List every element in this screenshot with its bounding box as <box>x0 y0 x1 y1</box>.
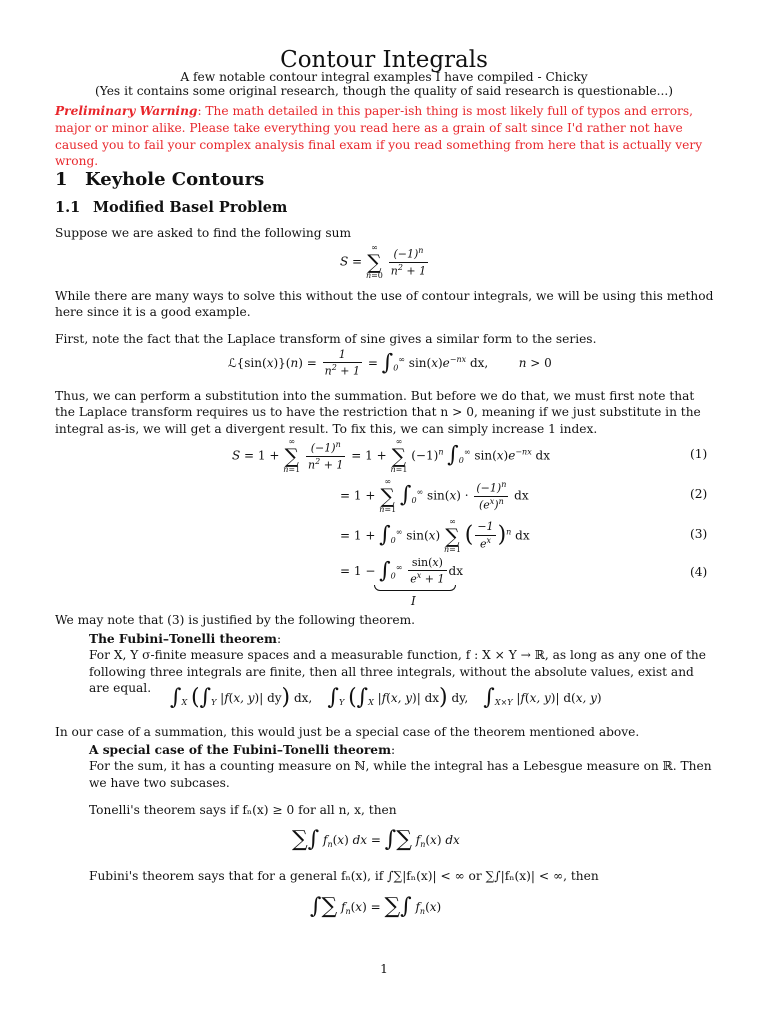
equation-number-3: (3) <box>690 527 708 541</box>
theorem-special-case: A special case of the Fubini–Tonelli theorem: For the sum, it has a counting measure on ℕ, while the integral has a Lebesgue measure on ℝ. Then we have two subcases. <box>89 743 712 790</box>
warning-paragraph <box>55 103 715 170</box>
section-number: 1 <box>55 169 68 190</box>
paragraph-fubini: Fubini's theorem says that for a general fₙ(x), if ∫∑|fₙ(x)| < ∞ or ∑∫|fₙ(x)| < ∞, then <box>89 869 599 883</box>
equation-line-2: = 1 + ∞ ∑ n=1 $\int_0^\infty$ sin(x) · $\frac{(-1)^n}{(e^x)^n}$ dx <box>340 477 529 514</box>
equation-line-3: = $1 + \int_0^\infty$ sin(x) ∞ ∑ n=1 ( $\frac{-1}{e^x}$ )$^n$ dx <box>340 517 530 554</box>
equation-number-4: (4) <box>690 565 708 579</box>
section-title: Keyhole Contours <box>85 169 265 190</box>
equation-sum-definition: S = ∞ ∑ n=0 $\frac{(-1)^n}{n^2 + 1}$ <box>340 243 427 280</box>
equation-line-1: S = 1 + ∞ ∑ n=1 $\frac{(-1)^n}{n^2 + 1}$ = 1 + ∞ ∑ n=1 $(-1)^n$ $\int_0^\infty$ $\sin(x)e^{-nx}$ dx <box>232 437 550 474</box>
paragraph-tonelli: Tonelli's theorem says if fₙ(x) ≥ 0 for all n, x, then <box>89 803 397 817</box>
subsection-title: Modified Basel Problem <box>93 199 288 216</box>
paragraph-substitution: Thus, we can perform a substitution into the summation. But before we do that, we must first note that the Laplace transform requires us to have the restriction that n > 0, meaning if we just substitute in the integral as-is, we will get a divergent result. To fix this, we can simply increase 1 index. <box>55 389 701 436</box>
theorem-special-title: A special case of the Fubini–Tonelli theorem <box>89 743 391 757</box>
theorem-special-text: For the sum, it has a counting measure on ℕ, while the integral has a Lebesgue measure on ℝ. Then we have two subcases. <box>89 759 712 790</box>
equation-line-4: = $1 - \int_0^\infty$ $\frac{\sin(x)}{e^x + 1}$ dx <box>340 556 463 586</box>
paragraph-method: While there are many ways to solve this without the use of contour integrals, we will be using this method here since it is a good example. <box>55 289 714 320</box>
subtitle-note: (Yes it contains some original research, though the quality of said research is questionable...) <box>94 84 673 98</box>
page-title: Contour Integrals <box>280 47 488 73</box>
theorem-fubini-tonelli: The Fubini–Tonelli theorem: For X, Y σ-finite measure spaces and a measurable function, f : X × Y → ℝ, as long as any one of the following three integrals are finite, then all three integrals, without the absolute values, exist and are equal. <box>89 632 706 696</box>
section-heading <box>55 168 264 191</box>
theorem-title: The Fubini–Tonelli theorem <box>89 632 277 646</box>
warning-text: : The math detailed in this paper-ish thing is most likely full of typos and errors, major or minor alike. Please take everything you read here as a grain of salt since I'd rather not have caused you to fail your complex analysis final exam if you read something from here that is actually very wrong. <box>55 104 703 169</box>
equation-number-2: (2) <box>690 487 708 501</box>
subtitle-author: A few notable contour integral examples I have compiled - Chicky <box>180 70 588 84</box>
subsection-number: 1.1 <box>55 199 81 216</box>
page-number: 1 <box>380 962 388 976</box>
equation-tonelli: ∑∫ $f_n(x)$ dx = ∫∑ $f_n(x)$ dx <box>292 827 460 852</box>
subsection-heading <box>55 199 287 218</box>
paragraph-special-case: In our case of a summation, this would just be a special case of the theorem mentioned above. <box>55 725 640 739</box>
equation-three-integrals: $\int_X$ ($\int_Y$ |f(x, y)| dy) dx, $\int_Y$ ($\int_X$ |f(x, y)| dx) dy, $\int_{X\times Y}$ |f(x, y)| d(x, y) <box>170 685 602 710</box>
equation-fubini: ∫∑ $f_n(x)$ = ∑∫ $f_n(x)$ <box>310 894 442 919</box>
paragraph-laplace: First, note the fact that the Laplace transform of sine gives a similar form to the series. <box>55 332 597 346</box>
theorem-text: For X, Y σ-finite measure spaces and a measurable function, f : X × Y → ℝ, as long as any one of the following three integrals are finite, then all three integrals, without the absolute values, exist and are equal. <box>89 648 706 696</box>
equation-laplace: ℒ{sin(x)}(n) = $\frac{1}{n^2 + 1}$ = $\int_0^\infty$ $\sin(x)e^{-nx}$ dx, n > 0 <box>228 348 552 378</box>
paragraph-intro: Suppose we are asked to find the following sum <box>55 226 352 240</box>
paragraph-justification: We may note that (3) is justified by the following theorem. <box>55 613 416 627</box>
underbrace-label: I <box>411 594 416 608</box>
equation-number-1: (1) <box>690 447 708 461</box>
warning-label: Preliminary Warning <box>55 104 198 118</box>
underbrace <box>374 585 456 591</box>
